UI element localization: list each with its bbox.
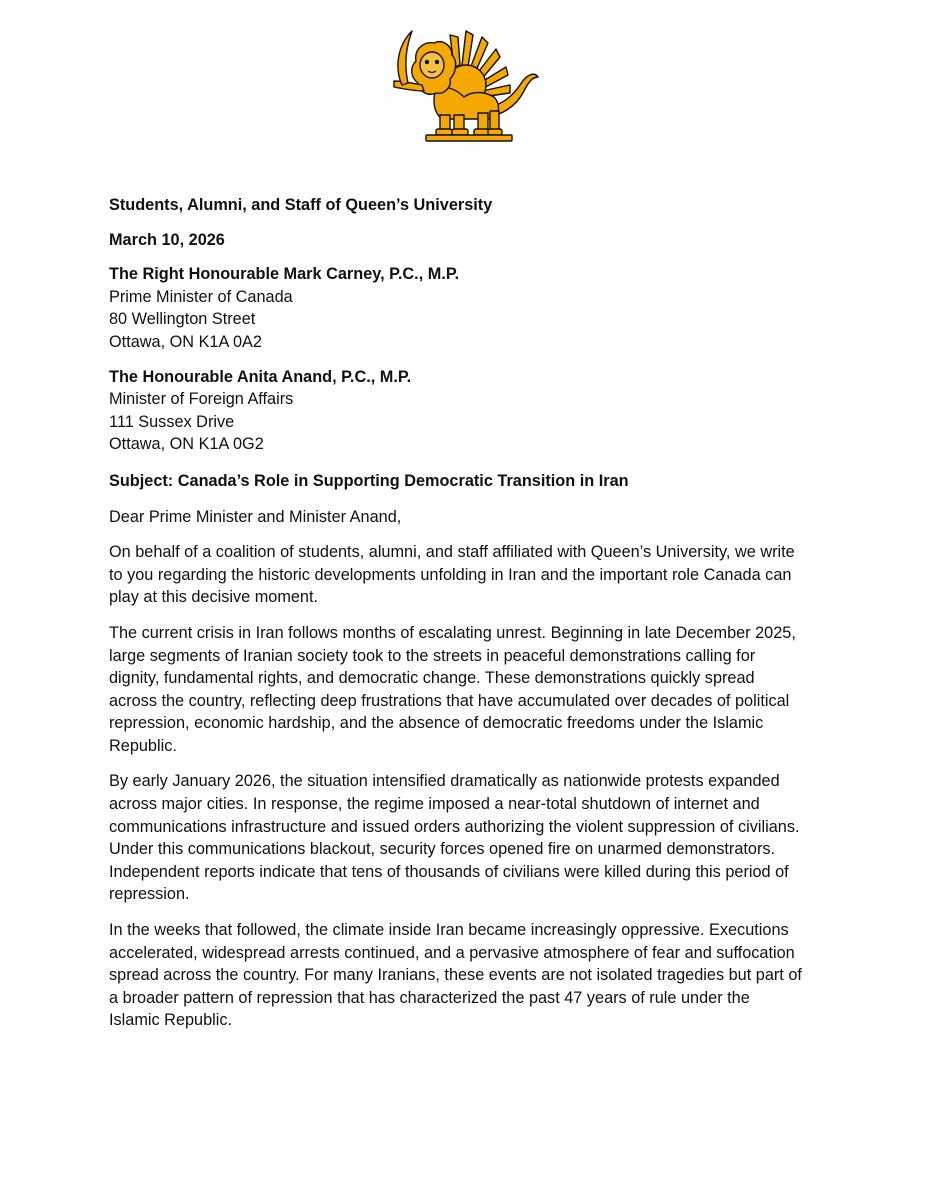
lion-and-sun-emblem-icon: [380, 27, 540, 145]
paragraph-line: across the country, reflecting deep frustrations that have accumulated over decades of political: [109, 691, 790, 710]
paragraph-line: Republic.: [109, 736, 177, 755]
recipient-line: 80 Wellington Street: [109, 310, 256, 329]
paragraph-line: communications infrastructure and issued orders authorizing the violent suppression of civilians.: [109, 817, 800, 836]
recipient-block-2: [109, 366, 839, 456]
sender-line: Students, Alumni, and Staff of Queen’s University: [109, 196, 493, 214]
recipient-line: Ottawa, ON K1A 0A2: [109, 332, 262, 351]
paragraph-line: repression.: [109, 885, 190, 904]
recipient-line: Prime Minister of Canada: [109, 287, 293, 306]
recipient-line: Ottawa, ON K1A 0G2: [109, 435, 264, 454]
paragraph-line: play at this decisive moment.: [109, 588, 319, 607]
paragraph-line: Under this communications blackout, security forces opened fire on unarmed demonstrators.: [109, 840, 776, 859]
paragraph-line: spread across the country. For many Iranians, these events are not isolated tragedies but part of: [109, 966, 802, 985]
paragraph-line: accelerated, widespread arrests continued, and a pervasive atmosphere of fear and suffocation: [109, 943, 795, 962]
recipient-name: The Honourable Anita Anand, P.C., M.P.: [109, 367, 412, 386]
recipient-line: Minister of Foreign Affairs: [109, 390, 294, 409]
paragraph-line: Islamic Republic.: [109, 1011, 233, 1030]
recipient-line: 111 Sussex Drive: [109, 412, 235, 431]
paragraph-line: In the weeks that followed, the climate inside Iran became increasingly oppressive. Executions: [109, 921, 789, 940]
paragraph-3: [109, 770, 839, 906]
letter-body: [109, 194, 839, 1032]
salutation: Dear Prime Minister and Minister Anand,: [109, 507, 402, 526]
paragraph-line: By early January 2026, the situation intensified dramatically as nationwide protests expanded: [109, 772, 780, 791]
letter-date: March 10, 2026: [109, 230, 225, 249]
paragraph-line: repression, economic hardship, and the absence of democratic freedoms under the Islamic: [109, 714, 764, 733]
paragraph-2: [109, 622, 839, 758]
recipient-block-1: [109, 263, 839, 353]
recipient-name: The Right Honourable Mark Carney, P.C., M.P.: [109, 265, 460, 284]
paragraph-1: [109, 541, 839, 609]
paragraph-line: a broader pattern of repression that has characterized the past 47 years of rule under the: [109, 988, 750, 1007]
paragraph-line: dignity, fundamental rights, and democratic change. These demonstrations quickly spread: [109, 669, 755, 688]
paragraph-line: large segments of Iranian society took to the streets in peaceful demonstrations calling for: [109, 646, 756, 665]
paragraph-line: Independent reports indicate that tens of thousands of civilians were killed during this period of: [109, 862, 789, 881]
paragraph-4: [109, 919, 839, 1032]
paragraph-line: across major cities. In response, the regime imposed a near-total shutdown of internet and: [109, 795, 760, 814]
subject-line: Subject: Canada’s Role in Supporting Democratic Transition in Iran: [109, 471, 629, 490]
paragraph-line: On behalf of a coalition of students, alumni, and staff affiliated with Queen’s University, we write: [109, 543, 795, 562]
paragraph-line: to you regarding the historic developments unfolding in Iran and the important role Canada can: [109, 565, 792, 584]
paragraph-line: The current crisis in Iran follows months of escalating unrest. Beginning in late December 2025,: [109, 623, 796, 642]
